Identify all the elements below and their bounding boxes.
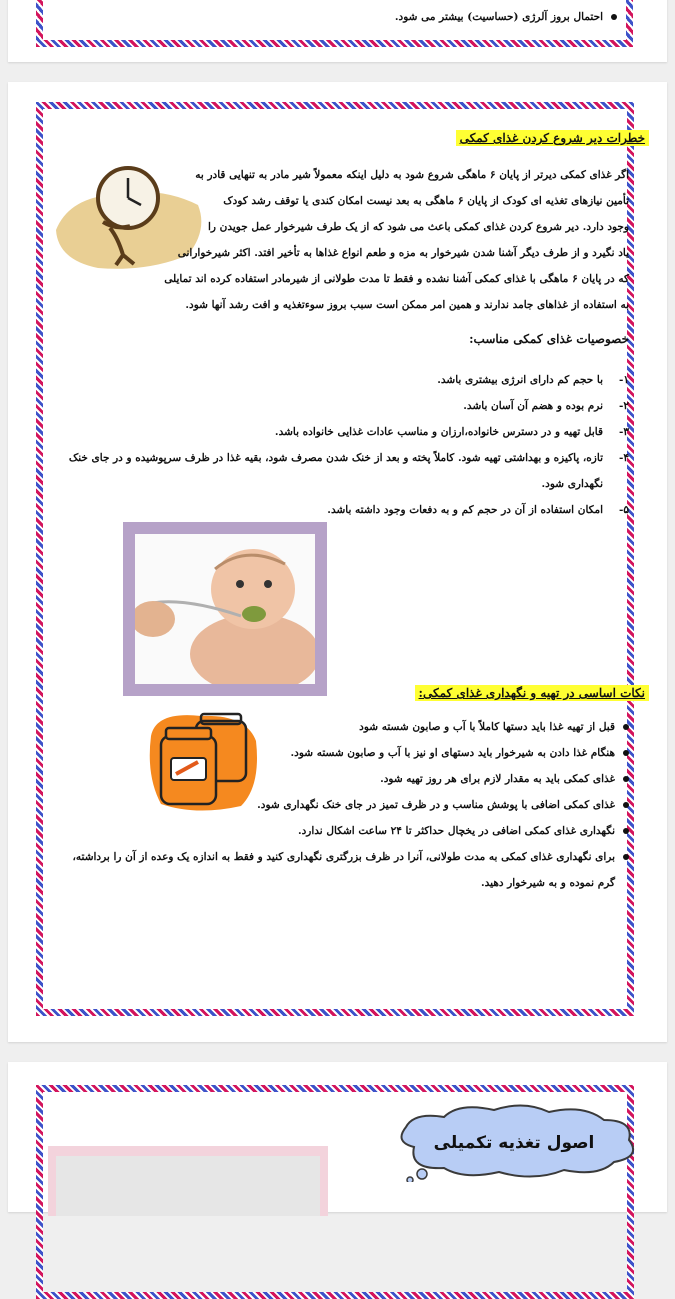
list-item: ۵- امکان استفاده از آن در حجم کم و به دفعات وجود داشته باشد. — [327, 504, 629, 516]
list-item: قبل از تهیه غذا باید دستها کاملاً با آب و صابون شسته شود — [64, 714, 629, 740]
list-item: غذای کمکی باید به مقدار لازم برای هر روز تهیه شود. — [64, 766, 629, 792]
bullet-list-preparation — [64, 714, 629, 896]
list-item: نگهداری غذای کمکی اضافی در یخچال حداکثر تا ۲۴ ساعت اشکال ندارد. — [64, 818, 629, 844]
paragraph-late-start: اگر غذای کمکی دیرتر از پایان ۶ ماهگی شروع شود به دلیل اینکه معمولاً شیر مادر به تنهایی قادر به تأمین نیازهای تغذیه ای کودک از پایان ۶ ماهگی به بعد نیست امکان کندی یا توقف رشد کودک وجود دارد. دیر شروع کردن غذای کمکی باعث می شود که از یک طرف شیرخوار عمل جویدن را یاد نگیرد و از طرف دیگر آشنا شدن شیرخوار به مزه و طعم انواع غذاها به تأخیر افتد. اکثر شیرخوارانی که در پایان ۶ ماهگی با غذای کمکی آشنا نشده و فقط تا مدت طولانی از شیرمادر استفاده کرده اند تمایلی به استفاده از غذاهای جامد ندارند و همین امر ممکن است سبب بروز سوءتغذیه و افت رشد آنها شود. — [164, 169, 629, 311]
baby-feeding-photo — [135, 534, 315, 684]
bullet-icon — [623, 828, 629, 834]
numbered-list-properties — [64, 367, 629, 523]
document-page-3 — [8, 1062, 667, 1212]
list-item: غذای کمکی اضافی با پوشش مناسب و در ظرف تمیز در جای خنک نگهداری شود. — [64, 792, 629, 818]
image-frame — [48, 1146, 328, 1216]
list-item-text: احتمال بروز آلرژی (حساسیت) بیشتر می شود. — [394, 11, 603, 23]
section-heading-properties: خصوصیات غذای کمکی مناسب: — [469, 332, 629, 346]
list-item: ۳- قابل تهیه و در دسترس خانواده،ارزان و مناسب عادات غذایی خانواده باشد. — [274, 426, 629, 438]
cloud-title-shape — [384, 1102, 644, 1186]
cloud-title: اصول تغذیه تکمیلی — [433, 1133, 595, 1153]
bullet-icon — [623, 724, 629, 730]
bullet-icon — [623, 750, 629, 756]
list-item: هنگام غذا دادن به شیرخوار باید دستهای او نیز با آب و صابون شسته شود. — [64, 740, 629, 766]
bullet-icon — [623, 854, 629, 860]
document-page-1 — [8, 0, 667, 62]
list-item — [137, 4, 617, 30]
list-item: ۱- با حجم کم دارای انرژی بیشتری باشد. — [437, 374, 629, 386]
list-item: برای نگهداری غذای کمکی به مدت طولانی، آنرا در ظرف بزرگتری نگهداری کنید و فقط به اندازه یک وعده از آن را برداشته، گرم نموده و به شیرخوار دهید. — [64, 844, 629, 896]
list-item: ۴- تازه، پاکیزه و بهداشتی تهیه شود. کاملاً پخته و بعد از خنک شدن مصرف شود، بقیه غذا در ظرف سرپوشیده و در جای خنک نگهداری شود. — [68, 452, 629, 490]
bullet-icon — [611, 14, 617, 20]
section-heading-preparation-tips: نکات اساسی در تهیه و نگهداری غذای کمکی: — [415, 682, 649, 701]
baby-feeding-photo-frame — [123, 522, 327, 696]
bullet-icon — [623, 776, 629, 782]
bullet-icon — [623, 802, 629, 808]
section-heading-late-start: خطرات دیر شروع کردن غذای کمکی — [456, 127, 649, 146]
document-page-2 — [8, 82, 667, 1042]
list-item: ۲- نرم بوده و هضم آن آسان باشد. — [463, 400, 629, 412]
